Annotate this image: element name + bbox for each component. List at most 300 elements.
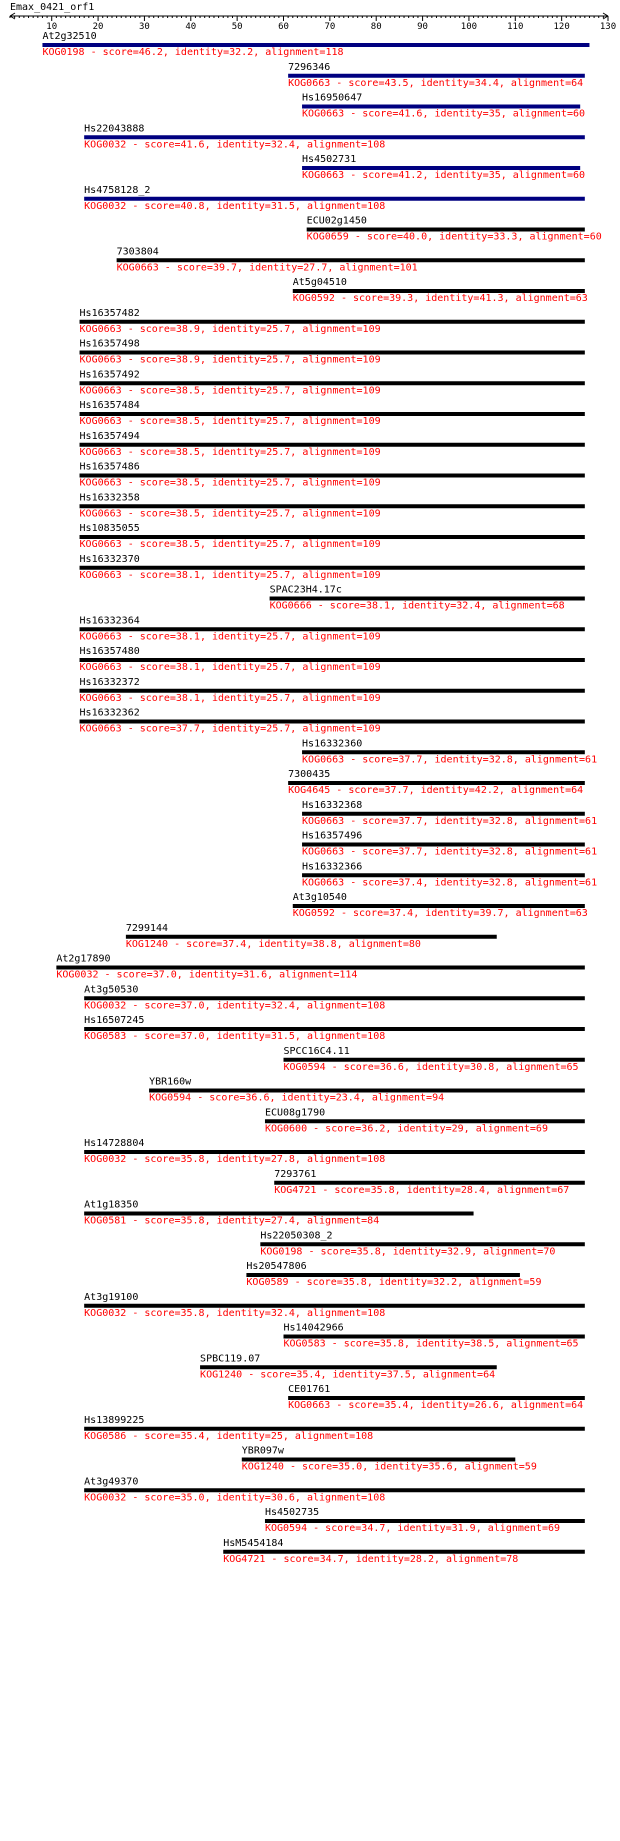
hit-field: 36.6 xyxy=(379,1061,404,1073)
hit-field: - score= xyxy=(126,1307,181,1319)
hit-name: At1g18350 xyxy=(84,1199,139,1211)
hit-field: KOG0198 xyxy=(260,1246,303,1258)
hit-info xyxy=(307,232,602,243)
hit-field: - score= xyxy=(126,1154,181,1165)
hit-field: , identity= xyxy=(413,908,480,919)
hit-field: - score= xyxy=(330,77,385,89)
hit-field: , alignment= xyxy=(494,1338,567,1350)
hit-field: 25.7 xyxy=(266,569,291,581)
hit-name: Hs14042966 xyxy=(283,1322,344,1334)
hit-field: , alignment= xyxy=(452,1461,525,1473)
hit-field: , identity= xyxy=(199,662,267,673)
hit-field: 38.5 xyxy=(175,446,200,458)
hit-row xyxy=(84,1476,585,1503)
hit-field: 60 xyxy=(573,108,586,120)
hit-field: 25.7 xyxy=(266,539,291,550)
hit-row xyxy=(117,246,585,273)
hit-info xyxy=(149,1093,444,1104)
hit-field: , alignment= xyxy=(434,1553,507,1565)
hit-field: 35 xyxy=(488,170,501,181)
hit-field: 39.7 xyxy=(479,908,504,919)
hit-field: KOG4721 xyxy=(274,1184,317,1196)
hit-row xyxy=(42,31,589,58)
ruler-tick-label: 30 xyxy=(139,22,150,32)
hit-info xyxy=(260,1246,555,1257)
hit-field: - score= xyxy=(126,200,181,212)
hit-field: 94 xyxy=(432,1092,445,1104)
hit-name: Hs22050308_2 xyxy=(260,1230,333,1242)
ruler-tick-label: 100 xyxy=(460,22,478,32)
hit-row xyxy=(293,892,588,919)
hit-field: 25.7 xyxy=(266,446,291,458)
hit-field: KOG0663 xyxy=(302,846,345,858)
hit-row xyxy=(149,1077,585,1104)
hit-field: 38.5 xyxy=(175,477,200,489)
hit-field: 78 xyxy=(506,1553,519,1565)
hit-info xyxy=(274,1185,569,1196)
hit-field: KOG0583 xyxy=(283,1338,326,1350)
hit-name: Hs16950647 xyxy=(302,92,363,104)
hit-row xyxy=(200,1353,497,1380)
hit-name: Hs16357494 xyxy=(79,430,140,442)
hit-field: 35.8 xyxy=(180,1154,205,1165)
hit-field: , alignment= xyxy=(294,1492,368,1504)
hit-field: KOG0663 xyxy=(79,446,122,458)
hit-field: 34.4 xyxy=(474,77,499,89)
hit-row xyxy=(84,1292,585,1319)
hit-row xyxy=(84,1415,585,1442)
hit-info xyxy=(84,201,385,212)
hit-field: 32.4 xyxy=(270,1307,295,1319)
hit-field: 108 xyxy=(367,1031,386,1042)
hit-field: KOG0600 xyxy=(264,1123,308,1135)
hit-field: - score= xyxy=(344,108,399,120)
hit-name: CE01761 xyxy=(288,1384,331,1395)
hit-info xyxy=(84,1308,385,1319)
hit-field: 35.0 xyxy=(180,1492,205,1504)
hit-field: KOG0663 xyxy=(79,539,122,550)
hit-field: - score= xyxy=(265,1553,320,1565)
hit-row xyxy=(80,677,585,704)
hit-field: , identity= xyxy=(162,47,230,58)
hit-row xyxy=(265,1507,585,1534)
hit-field: 40.8 xyxy=(180,200,205,212)
hit-field: 38.5 xyxy=(175,539,200,550)
hit-field: , identity= xyxy=(204,1215,271,1227)
hit-row xyxy=(284,1046,585,1073)
hit-info xyxy=(80,324,381,335)
hit-field: - score= xyxy=(325,1338,380,1350)
hit-info xyxy=(200,1369,495,1380)
query-name: Emax_0421_orf1 xyxy=(10,2,95,13)
hit-field: 109 xyxy=(362,569,381,581)
hit-field: 35.8 xyxy=(180,1215,205,1227)
hit-info xyxy=(80,570,381,581)
hit-field: KOG0663 xyxy=(79,569,122,581)
hit-field: , alignment= xyxy=(290,723,363,735)
hit-field: 61 xyxy=(585,877,598,889)
ruler-tick-label: 120 xyxy=(553,22,570,32)
hit-field: 35.8 xyxy=(356,1246,381,1258)
hit-field: KOG1240 xyxy=(241,1461,284,1473)
hit-name: Hs16357486 xyxy=(79,461,140,473)
hit-field: 37.0 xyxy=(152,969,177,981)
hit-row xyxy=(126,923,497,950)
hit-field: 38.5 xyxy=(470,1338,495,1350)
hit-field: , alignment= xyxy=(512,754,586,766)
hit-field: 37.7 xyxy=(398,846,423,858)
ruler-tick-label: 110 xyxy=(507,22,524,32)
hit-field: 37.7 xyxy=(384,785,409,796)
hit-field: , alignment= xyxy=(294,139,368,151)
hit-field: 38.9 xyxy=(175,323,200,335)
hit-field: , identity= xyxy=(422,754,489,766)
hit-info xyxy=(84,1000,385,1011)
hit-field: KOG0663 xyxy=(288,1400,331,1411)
hit-field: KOG0663 xyxy=(79,323,122,335)
hit-field: , identity= xyxy=(199,416,267,427)
hit-field: 108 xyxy=(367,200,386,212)
hit-info xyxy=(80,447,381,458)
hit-field: - score= xyxy=(121,508,176,520)
hit-info xyxy=(288,785,583,796)
hit-field: - score= xyxy=(121,539,176,550)
hit-field: KOG0663 xyxy=(79,723,122,735)
hit-row xyxy=(80,554,585,581)
hit-info xyxy=(84,1216,379,1227)
hit-field: 35.4 xyxy=(180,1430,205,1442)
hit-field: , identity= xyxy=(199,477,267,489)
hit-field: 108 xyxy=(367,1307,386,1319)
ruler-tick-label: 80 xyxy=(370,22,382,32)
hit-name: Hs4758128_2 xyxy=(84,184,151,196)
hit-field: - score= xyxy=(126,139,181,151)
hit-field: - score= xyxy=(121,323,176,335)
hit-info xyxy=(80,724,381,735)
hit-field: KOG0666 xyxy=(269,600,312,612)
hit-info xyxy=(84,139,385,150)
hit-row xyxy=(84,185,585,212)
hit-field: , identity= xyxy=(204,1154,271,1165)
hit-field: 109 xyxy=(362,692,381,704)
hit-name: Hs16332372 xyxy=(79,676,140,688)
hit-field: , identity= xyxy=(343,1553,410,1565)
hit-field: , identity= xyxy=(366,1277,434,1288)
hit-field: - score= xyxy=(121,569,176,581)
hit-row xyxy=(302,738,597,765)
hit-field: - score= xyxy=(98,969,153,981)
hit-field: , identity= xyxy=(204,1000,271,1012)
hit-field: 30.8 xyxy=(470,1061,495,1073)
hit-field: , alignment= xyxy=(294,1154,368,1165)
hit-info xyxy=(223,1554,518,1565)
hit-name: Hs22043888 xyxy=(84,123,145,135)
hit-field: KOG0592 xyxy=(292,293,335,304)
hit-field: , alignment= xyxy=(294,1307,368,1319)
hit-field: , identity= xyxy=(422,170,489,181)
hit-field: , alignment= xyxy=(290,477,363,489)
hit-info xyxy=(302,816,597,827)
hit-field: 108 xyxy=(355,1430,374,1442)
hit-field: , identity= xyxy=(422,108,489,120)
hit-field: , identity= xyxy=(380,1246,447,1258)
hit-field: 61 xyxy=(585,846,598,858)
hit-field: , identity= xyxy=(390,600,457,612)
hit-field: , alignment= xyxy=(290,446,363,458)
hit-info xyxy=(293,293,588,304)
hit-row xyxy=(288,769,585,796)
hit-name: HsM5454184 xyxy=(223,1537,284,1549)
hit-row xyxy=(284,1323,585,1350)
hit-field: , identity= xyxy=(422,877,489,889)
hit-field: KOG0663 xyxy=(302,754,345,766)
hit-field: , alignment= xyxy=(290,354,363,366)
hit-info xyxy=(117,262,418,273)
hit-field: 84 xyxy=(367,1215,380,1227)
hit-row xyxy=(274,1169,585,1196)
ruler-tick-label: 40 xyxy=(185,22,197,32)
hit-name: At2g32510 xyxy=(42,31,97,42)
hit-row xyxy=(84,1200,473,1227)
hit-field: - score= xyxy=(344,170,399,181)
hit-field: 25.7 xyxy=(266,692,291,704)
hit-field: - score= xyxy=(121,385,176,397)
hit-field: - score= xyxy=(121,354,176,366)
hit-field: , identity= xyxy=(199,569,267,581)
hit-field: 32.4 xyxy=(270,1000,295,1012)
hit-field: KOG0589 xyxy=(246,1277,289,1288)
hit-field: KOG0663 xyxy=(302,877,345,889)
hit-info xyxy=(42,47,343,58)
hit-field: - score= xyxy=(344,754,399,766)
hit-field: 37.4 xyxy=(398,877,423,889)
hit-field: , alignment= xyxy=(294,200,368,212)
hit-field: 32.4 xyxy=(456,600,481,612)
hit-row xyxy=(302,800,597,827)
hit-info xyxy=(80,662,381,673)
hit-field: 31.5 xyxy=(270,200,295,212)
hit-field: , identity= xyxy=(204,200,271,212)
hit-field: 64 xyxy=(571,785,584,796)
hit-field: 108 xyxy=(367,1154,386,1165)
hit-field: , identity= xyxy=(199,631,267,643)
hit-info xyxy=(56,970,357,981)
hit-row xyxy=(265,1107,585,1134)
hit-info xyxy=(84,1154,385,1165)
hit-name: Hs16332364 xyxy=(79,615,140,627)
hit-field: 41.3 xyxy=(479,293,504,304)
hit-field: KOG0586 xyxy=(84,1430,127,1442)
hit-info xyxy=(80,508,381,519)
hit-field: KOG0663 xyxy=(302,170,345,181)
hit-row xyxy=(80,308,585,335)
hit-field: 61 xyxy=(585,754,598,766)
hit-field: 38.1 xyxy=(175,569,200,581)
hit-field: 35 xyxy=(488,108,501,120)
hit-field: 109 xyxy=(362,723,381,735)
hit-field: , alignment= xyxy=(498,785,572,796)
hit-field: 27.8 xyxy=(270,1154,295,1165)
hit-field: - score= xyxy=(316,1184,371,1196)
hit-field: , alignment= xyxy=(512,877,586,889)
hit-field: , identity= xyxy=(408,785,475,796)
hit-field: KOG0663 xyxy=(288,77,331,89)
hit-field: 101 xyxy=(399,262,418,274)
hit-field: , alignment= xyxy=(498,1400,572,1411)
hit-field: KOG0032 xyxy=(84,200,127,212)
hit-field: , identity= xyxy=(199,539,267,550)
ruler-tick-label: 50 xyxy=(231,22,243,32)
hit-field: 25.7 xyxy=(266,385,291,397)
hit-field: KOG0663 xyxy=(79,662,122,673)
hit-field: 37.7 xyxy=(398,754,423,766)
hit-field: , alignment= xyxy=(503,908,576,919)
hit-field: 59 xyxy=(524,1461,537,1473)
hit-field: - score= xyxy=(121,723,176,735)
hit-field: 26.6 xyxy=(474,1400,499,1411)
hit-field: , alignment= xyxy=(500,170,574,181)
hit-name: YBR097w xyxy=(241,1445,284,1457)
hit-field: 35.8 xyxy=(180,1307,205,1319)
hit-field: 109 xyxy=(362,662,381,673)
hit-field: 35.4 xyxy=(384,1400,409,1411)
hit-field: , identity= xyxy=(362,1461,429,1473)
hit-name: 7296346 xyxy=(288,61,331,73)
hit-field: 39.7 xyxy=(212,262,238,274)
hit-field: 64 xyxy=(571,1400,584,1411)
hit-info xyxy=(246,1277,541,1288)
hit-field: - score= xyxy=(330,1400,385,1411)
hit-name: Hs13899225 xyxy=(84,1414,145,1426)
hit-field: 109 xyxy=(362,416,381,427)
hit-name: YBR160w xyxy=(149,1076,192,1088)
hit-field: - score= xyxy=(283,1461,339,1473)
hit-field: , alignment= xyxy=(336,938,409,950)
hit-field: , identity= xyxy=(199,385,267,397)
hit-field: 32.2 xyxy=(433,1277,458,1288)
hit-field: 70 xyxy=(543,1246,556,1258)
hit-field: 27.7 xyxy=(303,262,328,274)
hit-field: 43.5 xyxy=(384,77,409,89)
hit-field: 42.2 xyxy=(474,785,499,796)
hit-field: KOG4645 xyxy=(288,785,331,796)
hit-info xyxy=(288,78,583,89)
hit-field: KOG0032 xyxy=(84,1492,127,1504)
hit-field: , identity= xyxy=(408,77,475,89)
hit-field: , alignment= xyxy=(294,1215,368,1227)
hit-field: 38.5 xyxy=(175,508,200,520)
hit-field: 38.1 xyxy=(365,600,391,612)
hit-field: 34.7 xyxy=(361,1523,386,1534)
hit-field: , identity= xyxy=(394,1184,461,1196)
hit-row xyxy=(246,1261,541,1288)
hit-name: SPCC16C4.11 xyxy=(283,1045,350,1057)
hit-row xyxy=(80,431,585,458)
hit-field: , alignment= xyxy=(267,969,340,981)
hit-field: KOG0583 xyxy=(84,1031,127,1042)
hit-field: 41.6 xyxy=(398,108,423,120)
hit-name: Hs16332368 xyxy=(302,799,363,811)
hit-name: Hs16357498 xyxy=(79,338,140,350)
hit-field: 35.4 xyxy=(296,1369,321,1381)
hit-name: At2g17890 xyxy=(56,953,111,965)
hit-field: KOG0032 xyxy=(84,1000,127,1012)
hit-info xyxy=(284,1339,579,1350)
hit-field: 109 xyxy=(362,323,381,335)
hit-field: , alignment= xyxy=(480,600,553,612)
ruler-tick-label: 70 xyxy=(324,22,336,32)
hit-field: 108 xyxy=(367,1492,386,1504)
hit-info xyxy=(126,939,421,950)
hit-row xyxy=(80,369,585,396)
hit-name: Hs16357492 xyxy=(79,369,140,381)
hit-field: , identity= xyxy=(320,1369,387,1381)
hit-field: KOG0663 xyxy=(79,385,122,397)
hit-field: 108 xyxy=(367,139,386,151)
hit-field: , alignment= xyxy=(517,231,590,243)
hit-name: At5g04510 xyxy=(292,277,347,288)
hit-field: , alignment= xyxy=(327,262,400,274)
hit-field: 25.7 xyxy=(266,354,291,366)
hit-field: 109 xyxy=(362,477,381,489)
hit-field: 114 xyxy=(339,969,358,981)
hit-info xyxy=(284,1062,579,1073)
hit-field: , alignment= xyxy=(512,815,586,827)
hit-field: , alignment= xyxy=(457,1277,530,1288)
hit-field: , alignment= xyxy=(290,662,363,673)
hit-name: ECU08g1790 xyxy=(264,1107,326,1119)
hit-field: , alignment= xyxy=(463,1123,536,1135)
hit-name: Hs16332358 xyxy=(79,492,140,504)
hit-field: 31.6 xyxy=(243,969,268,981)
hit-field: , identity= xyxy=(199,323,267,335)
ruler-tick-label: 20 xyxy=(92,22,104,32)
hit-field: 36.6 xyxy=(245,1092,270,1104)
hit-field: KOG0594 xyxy=(264,1523,308,1534)
hit-field: 38.1 xyxy=(175,692,200,704)
hit-info xyxy=(80,539,381,550)
hit-field: 32.2 xyxy=(229,47,254,58)
hit-name: 7293761 xyxy=(274,1168,317,1180)
hit-field: , identity= xyxy=(204,1307,271,1319)
hit-field: , alignment= xyxy=(290,385,363,397)
hit-field: - score= xyxy=(307,1123,362,1135)
hit-field: , alignment= xyxy=(512,846,586,858)
hit-field: 40.0 xyxy=(403,231,428,243)
hit-field: , alignment= xyxy=(282,1430,356,1442)
hit-field: 64 xyxy=(483,1369,496,1381)
hit-info xyxy=(293,908,588,919)
hit-row xyxy=(302,154,585,181)
hit-name: Hs16357496 xyxy=(302,830,363,842)
hit-row xyxy=(288,62,585,89)
hit-field: 32.8 xyxy=(488,846,513,858)
hit-field: , alignment= xyxy=(290,631,363,643)
hit-row xyxy=(84,984,585,1011)
hit-field: KOG0663 xyxy=(79,477,122,489)
hit-field: , identity= xyxy=(199,692,267,704)
hit-field: , identity= xyxy=(204,1492,271,1504)
hit-field: 67 xyxy=(557,1184,570,1196)
hit-field: , alignment= xyxy=(475,1523,548,1534)
hit-field: KOG1240 xyxy=(125,938,169,950)
hit-field: 64 xyxy=(571,77,584,89)
hit-field: , identity= xyxy=(246,938,313,950)
hit-field: - score= xyxy=(126,1430,181,1442)
hit-field: KOG0581 xyxy=(84,1215,127,1227)
hit-row xyxy=(84,1138,585,1165)
hit-field: , identity= xyxy=(403,1338,471,1350)
